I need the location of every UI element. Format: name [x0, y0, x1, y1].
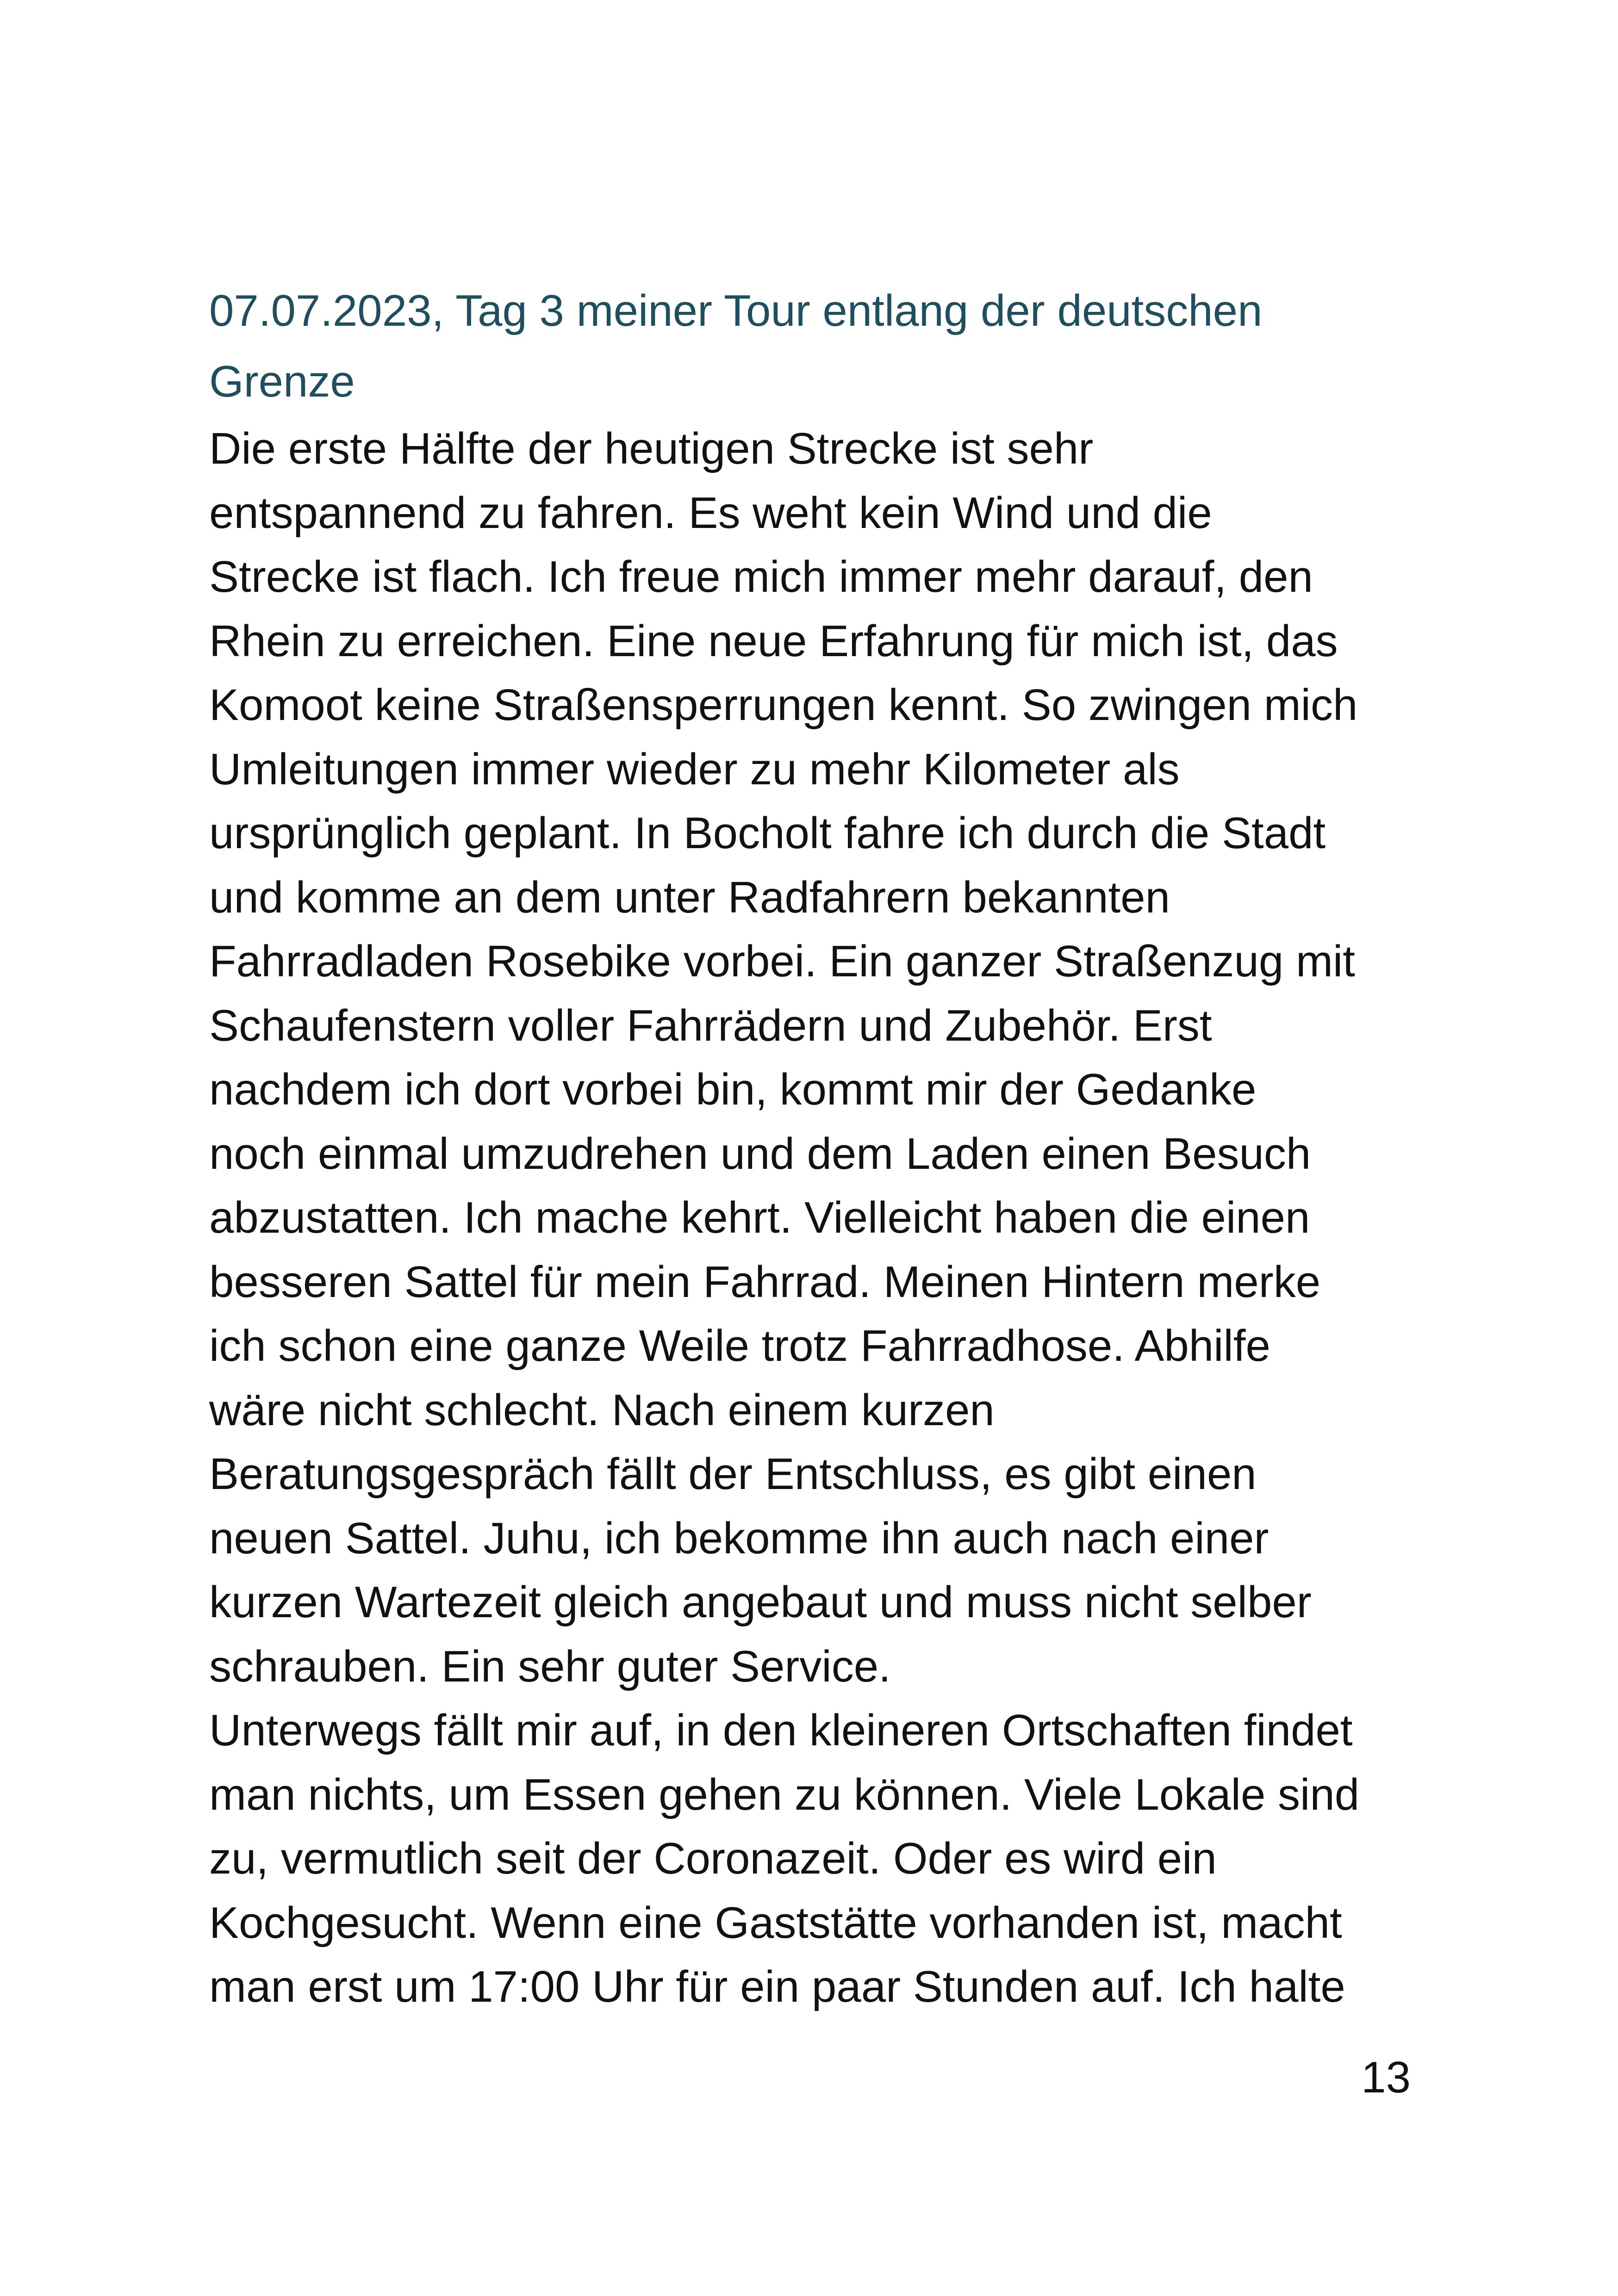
text-line: noch einmal umzudrehen und dem Laden einen Besuch	[209, 1129, 1311, 1179]
text-line: Schaufenstern voller Fahrrädern und Zubehör. Erst	[209, 1000, 1212, 1050]
page-number: 13	[1361, 2053, 1411, 2102]
text-line: abzustatten. Ich mache kehrt. Vielleicht haben die einen	[209, 1193, 1310, 1242]
text-line: und komme an dem unter Radfahrern bekannten	[209, 872, 1170, 922]
text-line: Kochgesucht. Wenn eine Gaststätte vorhanden ist, macht	[209, 1898, 1342, 1948]
text-line: man erst um 17:00 Uhr für ein paar Stunden auf. Ich halte	[209, 1962, 1345, 2011]
text-line: ich schon eine ganze Weile trotz Fahrradhose. Abhilfe	[209, 1321, 1270, 1371]
text-line: kurzen Wartezeit gleich angebaut und muss nicht selber	[209, 1577, 1312, 1627]
text-line: Die erste Hälfte der heutigen Strecke ist sehr	[209, 424, 1094, 473]
text-line: Rhein zu erreichen. Eine neue Erfahrung für mich ist, das	[209, 616, 1338, 666]
text-line: Komoot keine Straßensperrungen kennt. So zwingen mich	[209, 680, 1358, 730]
text-line: Fahrradladen Rosebike vorbei. Ein ganzer Straßenzug mit	[209, 937, 1355, 986]
text-line: entspannend zu fahren. Es weht kein Wind und die	[209, 488, 1212, 538]
body-paragraph	[209, 417, 1436, 1699]
text-line: neuen Sattel. Juhu, ich bekomme ihn auch nach einer	[209, 1513, 1269, 1563]
text-line: schrauben. Ein sehr guter Service.	[209, 1641, 891, 1691]
body-paragraph	[209, 1699, 1436, 2019]
text-line: nachdem ich dort vorbei bin, kommt mir der Gedanke	[209, 1065, 1257, 1114]
text-line: man nichts, um Essen gehen zu können. Viele Lokale sind	[209, 1769, 1360, 1819]
heading-line: 07.07.2023, Tag 3 meiner Tour entlang der deutschen	[209, 286, 1263, 335]
diary-entry-heading	[209, 275, 1436, 417]
text-line: zu, vermutlich seit der Coronazeit. Oder es wird ein	[209, 1834, 1217, 1883]
heading-line: Grenze	[209, 357, 355, 406]
text-line: wäre nicht schlecht. Nach einem kurzen	[209, 1385, 995, 1435]
text-line: Umleitungen immer wieder zu mehr Kilometer als	[209, 744, 1180, 794]
text-line: ursprünglich geplant. In Bocholt fahre ich durch die Stadt	[209, 808, 1326, 858]
text-line: Unterwegs fällt mir auf, in den kleineren Ortschaften findet	[209, 1706, 1353, 1755]
text-line: Beratungsgespräch fällt der Entschluss, es gibt einen	[209, 1449, 1257, 1499]
text-line: besseren Sattel für mein Fahrrad. Meinen Hintern merke	[209, 1257, 1321, 1307]
page-content	[209, 275, 1436, 2019]
text-line: Strecke ist flach. Ich freue mich immer mehr darauf, den	[209, 552, 1313, 602]
